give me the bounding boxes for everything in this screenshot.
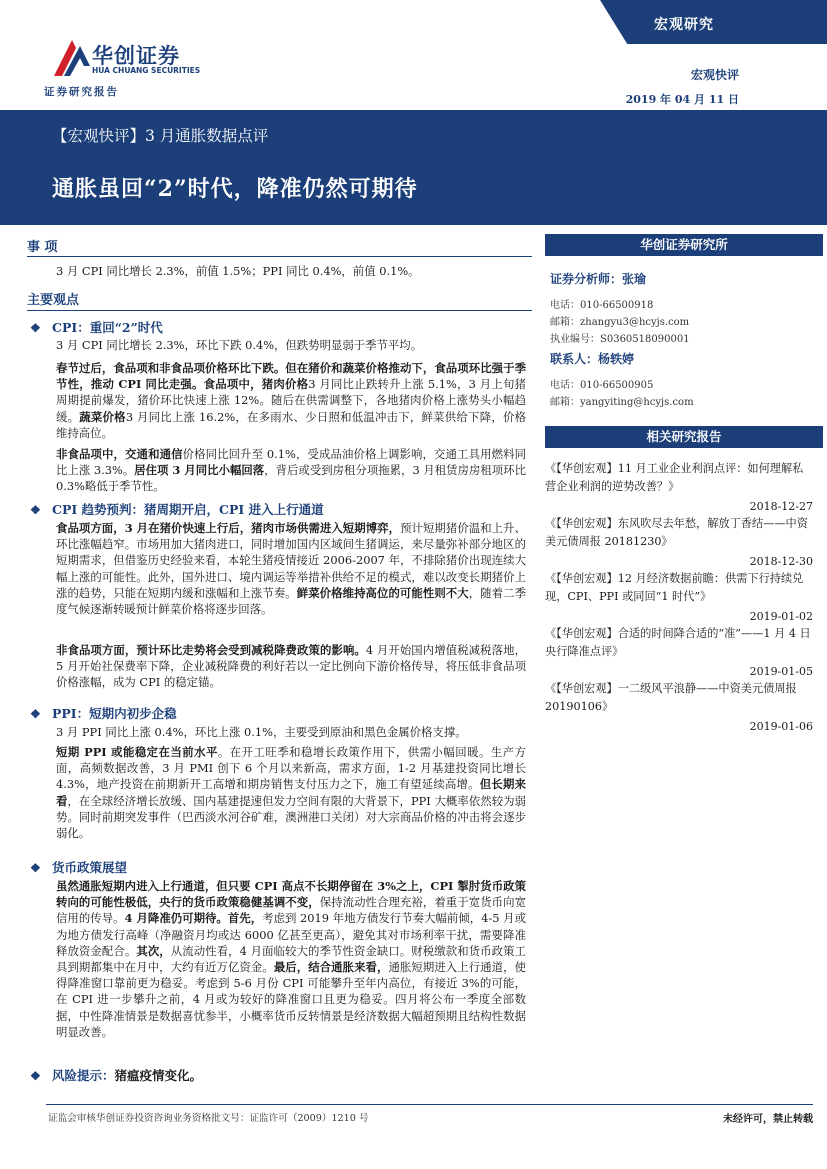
events-rule — [27, 256, 532, 257]
related-reports-list — [545, 460, 813, 733]
analyst-name: 证券分析师：张瑜 — [550, 272, 647, 286]
related-report-date: 2018-12-30 — [749, 555, 813, 568]
related-report-item[interactable]: 《【华创宏观】一二级风平浪静——中资美元债周报 20190106》 — [545, 682, 797, 713]
ppi-p2-text: 。在开工旺季和稳增长政策作用下，供需小幅回暖。生产方面，高频数据改善，3 月 PMI 创下 6 个月以来新高，需求方面，1-2 月基建投资同比增长 4.3%，地产投资在前期新开工高增和期房销售支付压力之下，施工有望延续高增。 — [56, 745, 526, 792]
ppi-p2-bold-2: 但长期来看 — [56, 777, 526, 808]
ppi-p2-text-2: ，在全球经济增长放缓、国内基建提速但发力空间有限的大背景下，PPI 大概率依然较为弱势。同时前期突发事件（巴西淡水河谷矿难，澳洲港口关闭）对大宗商品价格的冲击将会逐步弱化。 — [56, 793, 526, 841]
ppi-paragraph-1: 3 月 PPI 同比上涨 0.4%，环比上涨 0.1%，主要受到原油和黑色金属价格支撑。 — [56, 725, 467, 739]
events-heading: 事 项 — [27, 240, 58, 255]
related-report-date: 2019-01-06 — [749, 720, 813, 733]
institute-header: 华创证券研究所 — [545, 234, 823, 256]
cpi-paragraph-2 — [56, 360, 526, 441]
related-report-item[interactable]: 《【华创宏观】东风吹尽去年愁，解放丁香结——中资美元债周报 20181230》 — [545, 517, 808, 548]
cpi-bullet — [30, 318, 163, 336]
analyst-license: 执业编号：S0360518090001 — [550, 334, 690, 345]
trend-p1-text-2: ，随着二季度气候逐渐转暖预计鲜菜价格将逐步回落。 — [56, 585, 526, 617]
report-title: 通胀虽回“2”时代，降准仍然可期待 — [52, 176, 418, 202]
footer-license: 证监会审核华创证券投资咨询业务资格批文号：证监许可（2009）1210 号 — [48, 1113, 369, 1124]
cpi-p3-bold: 非食品项中，交通和通信 — [56, 447, 183, 461]
contact-email[interactable]: 邮箱：yangyiting@hcyjs.com — [550, 397, 694, 408]
cpi-p3-text-2: ，背后或受到房租分项拖累，3 月租赁房房租项环比 0.3%略低于季节性。 — [56, 463, 527, 494]
monetary-p1-bold-2: 4 月降准仍可期待。首先， — [124, 911, 263, 926]
diamond-bullet-icon: ❖ — [30, 503, 41, 517]
cpi-p2-bold-2: 蔬菜价格 — [79, 409, 126, 424]
diamond-bullet-icon: ❖ — [30, 707, 41, 721]
monetary-p1-text-2: 考虑到 2019 年地方债发行节奏大幅前倾，4-5 月或为地方债发行高峰（净融资月均或达 6000 亿甚至更高），避免其对市场利率干扰，需要降准释放资金配合。 — [56, 911, 526, 958]
corner-tag: 宏观研究 — [654, 17, 714, 33]
related-reports-header: 相关研究报告 — [545, 426, 823, 448]
contact-phone: 电话：010-66500905 — [550, 380, 654, 391]
trend-bullet — [30, 500, 324, 518]
cpi-p2-bold: 春节过后，食品项和非食品项价格环比下跌。但在猪价和蔬菜价格推动下，食品项环比强于季节性，推动 CPI 同比走强。食品项中，猪肉价格 — [56, 361, 526, 392]
diamond-bullet-icon: ❖ — [30, 321, 41, 335]
cpi-p2-text-2: 3 月同比上涨 16.2%，在多雨水、少日照和低温冲击下，鲜菜供给下降，价格维持高位。 — [56, 409, 526, 440]
trend-p1-text: 预计短期猪价温和上升、环比涨幅趋窄。市场用加大猪肉进口，同时增加国内区域间生猪调运，来尽量弥补部分地区的短期需求，但借鉴历史经验来看，本轮生猪疫情接近 2006-2007 年，不排除猪价出现连续大幅上涨的可能性。此外，国外进口、境内调运等举措补供给不足的模式，难以改变长期猪价上涨的趋势，只能在短期内缓和涨幅和上涨节奏。 — [56, 521, 526, 600]
events-text: 3 月 CPI 同比增长 2.3%，前值 1.5%；PPI 同比 0.4%，前值 0.1%。 — [56, 264, 420, 278]
cpi-paragraph-3 — [56, 446, 526, 495]
contact-name: 联系人：杨轶婷 — [550, 352, 635, 366]
risk-bullet-label: 风险提示： — [52, 1068, 115, 1083]
monetary-bullet — [30, 858, 127, 876]
brand-name-en: HUA CHUANG SECURITIES — [92, 66, 201, 75]
trend-p2-bold: 非食品项方面，预计环比走势将会受到减税降费政策的影响。 — [56, 643, 366, 657]
cpi-p3-bold-2: 居住项 3 月同比小幅回落 — [134, 463, 265, 478]
monetary-p1-bold-3: 其次， — [136, 943, 171, 958]
trend-p1-bold: 食品项方面，3 月在猪价快速上行后，猪肉市场供需进入短期博弈， — [56, 521, 401, 535]
related-report-date: 2019-01-05 — [749, 665, 813, 678]
monetary-paragraph — [56, 878, 526, 1040]
analyst-email[interactable]: 邮箱：zhangyu3@hcyjs.com — [550, 317, 690, 328]
trend-p2-text: 4 月开始国内增值税减税落地，5 月开始社保费率下降，企业减税降费的利好若以一定比例向下游价格传导，将压低非食品项价格涨幅，成为 CPI 的稳定锚。 — [56, 643, 526, 690]
views-rule — [27, 310, 532, 311]
trend-paragraph-1 — [56, 520, 526, 617]
diamond-bullet-icon: ❖ — [30, 1069, 41, 1083]
trend-paragraph-2 — [56, 642, 526, 691]
related-report-item[interactable]: 《【华创宏观】合适的时间降合适的“准”——1 月 4 日央行降准点评》 — [545, 627, 811, 658]
monetary-p1-bold-4: 最后，结合通胀来看， — [273, 960, 389, 975]
related-report-date: 2019-01-02 — [749, 610, 813, 623]
brand-name-cn: 华创证券 — [92, 44, 180, 68]
cpi-p3-text: 价格同比回升至 0.1%，受成品油价格上调影响，交通工具用燃料同比上涨 3.3%。 — [56, 447, 526, 478]
monetary-p1-text-4: 通胀短期进入上行通道，使得降准窗口靠前更为稳妥。考虑到 5-6 月份 CPI 可能攀升至年内高位，有接近 3%的可能，在 CPI 进一步攀升之前，4 月或为较好的降准窗口且更为稳妥。四月将公布一季度全部数据，中性降准情景是数据喜忧参半，小概率货币反转情景是经济数据大幅超预期且结构性数据明显改善。 — [56, 960, 526, 1039]
risk-text: 猪瘟疫情变化。 — [114, 1068, 203, 1083]
related-report-date: 2018-12-27 — [749, 500, 813, 513]
cpi-bullet-label: CPI：重回“2”时代 — [52, 320, 163, 335]
views-heading: 主要观点 — [27, 293, 80, 308]
ppi-bullet-label: PPI：短期内初步企稳 — [52, 706, 177, 721]
ppi-p2-bold: 短期 PPI 或能稳定在当前水平 — [56, 745, 218, 759]
related-report-item[interactable]: 《【华创宏观】12 月经济数据前瞻：供需下行持续兑现，CPI、PPI 或同回“1 时代”》 — [545, 572, 804, 603]
monetary-p1-text: 保持流动性合理充裕，着重于宽货币向宽信用的传导。 — [56, 895, 526, 926]
trend-p1-bold-2: 鲜菜价格维持高位的可能性则不大 — [296, 585, 469, 600]
report-kind: 证券研究报告 — [44, 86, 119, 98]
trend-bullet-label: CPI 趋势预判：猪周期开启，CPI 进入上行通道 — [52, 502, 324, 517]
cpi-paragraph-1: 3 月 CPI 同比增长 2.3%，环比下跌 0.4%，但跌势明显弱于季节平均。 — [56, 338, 423, 352]
monetary-p1-text-3: 从流动性看，4 月面临较大的季节性资金缺口。财税缴款和货币政策工具到期都集中在月中，大约有近万亿资金。 — [56, 943, 526, 975]
footer-notice: 未经许可，禁止转载 — [723, 1114, 813, 1125]
monetary-p1-bold: 虽然通胀短期内进入上行通道，但只要 CPI 高点不长期停留在 3%之上，CPI 掣肘货币政策转向的可能性极低，央行的货币政策稳健基调不变， — [56, 879, 526, 910]
analyst-phone: 电话：010-66500918 — [550, 300, 654, 311]
ppi-bullet — [30, 704, 177, 722]
risk-bullet — [30, 1066, 202, 1084]
cpi-p2-text: 3 月同比止跌转升上涨 5.1%，3 月上旬猪周期提前爆发，猪价环比快速上涨 12%。随后在供需调整下，各地猪肉价格上涨势头小幅趋缓。 — [56, 377, 526, 424]
diamond-bullet-icon: ❖ — [30, 861, 41, 875]
doc-type: 宏观快评 — [690, 68, 739, 82]
report-subtitle: 【宏观快评】3 月通胀数据点评 — [52, 127, 269, 145]
footer-rule — [46, 1104, 813, 1105]
ppi-paragraph-2 — [56, 744, 526, 841]
doc-date: 2019 年 04 月 11 日 — [625, 93, 739, 106]
monetary-bullet-label: 货币政策展望 — [52, 860, 128, 875]
related-report-item[interactable]: 《【华创宏观】11 月工业企业利润点评：如何理解私营企业利润的逆势改善？》 — [545, 462, 804, 493]
